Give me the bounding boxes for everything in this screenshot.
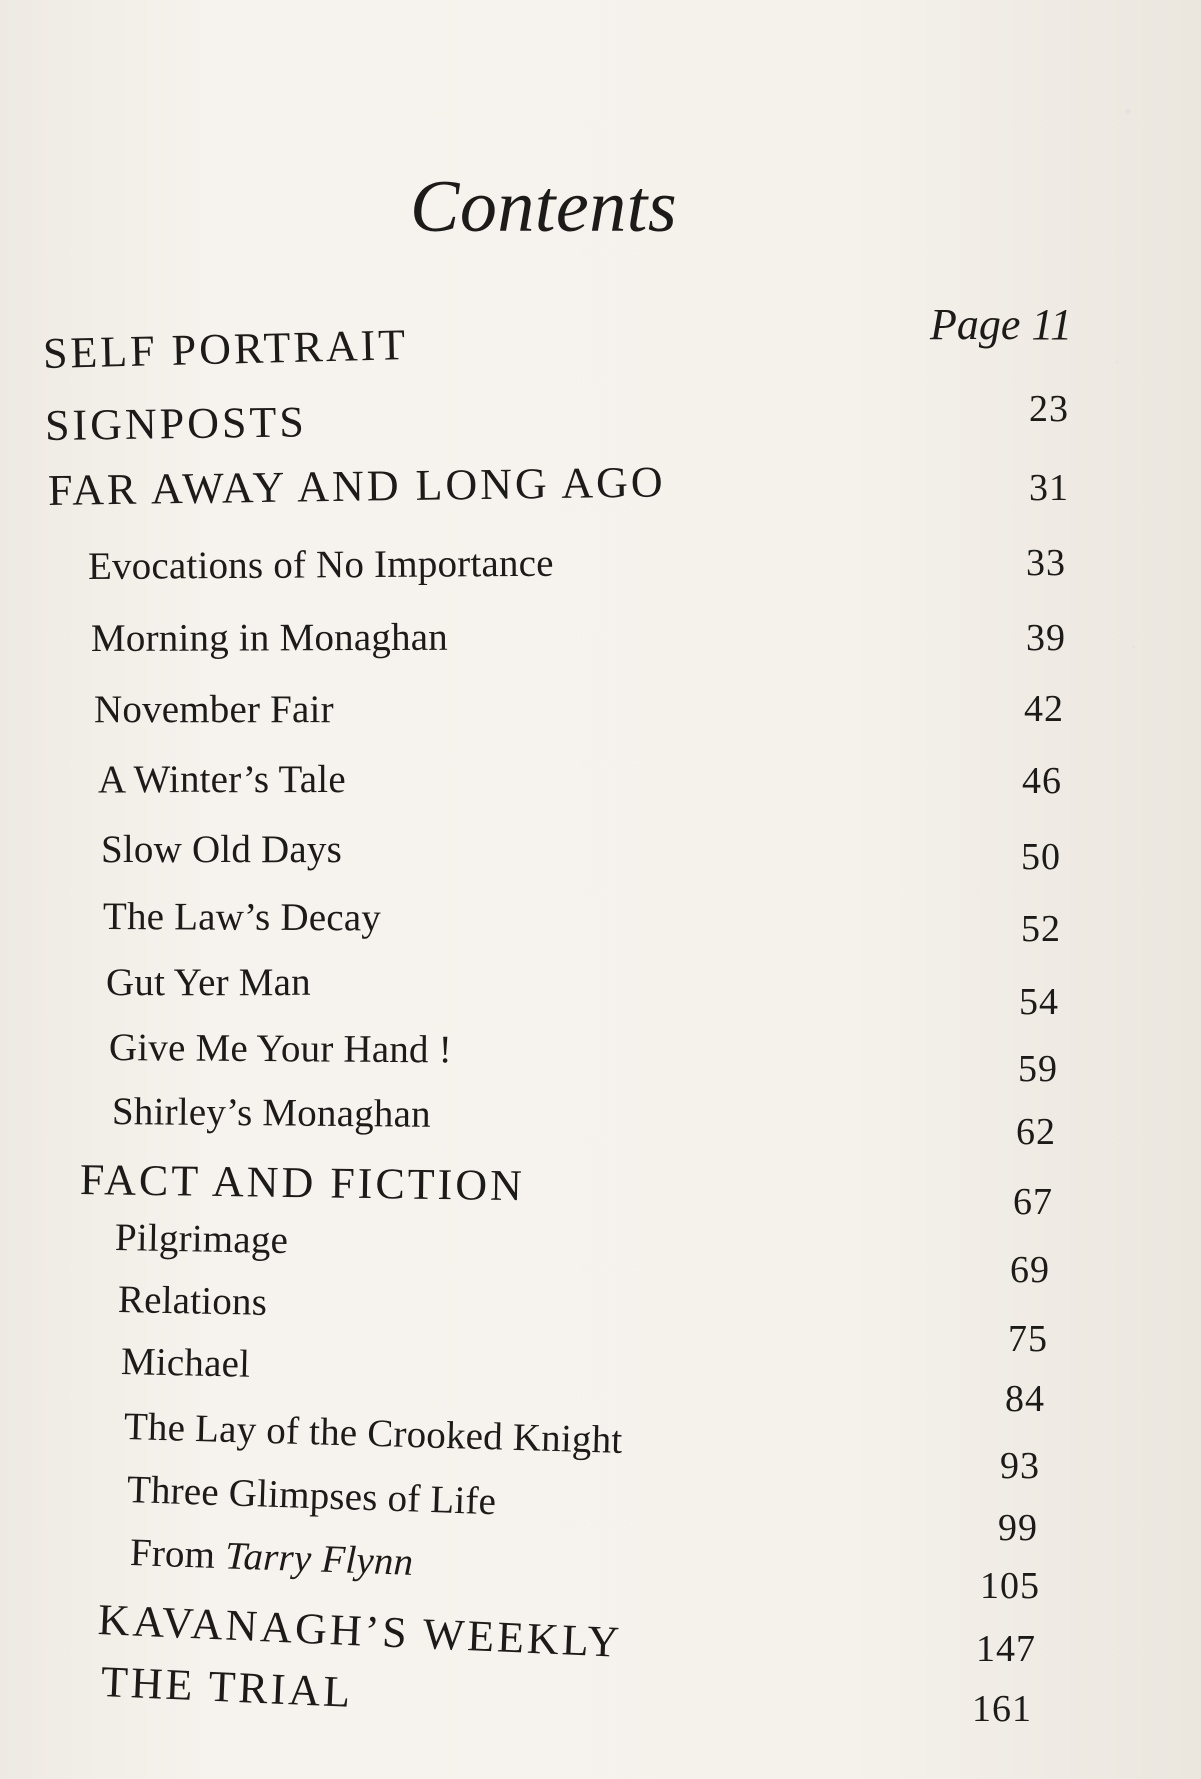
entry-the-laws-decay: The Law’s Decay [102,895,382,940]
page-number-give-me-your-hand: 59 [1018,1048,1058,1090]
page-number-the-lay-of-the-crooked-knight: 93 [1000,1445,1040,1487]
entry-relations: Relations [117,1278,268,1324]
page-number-evocations-of-no-importance: 33 [1026,542,1066,584]
entry-from-prefix: From [129,1531,217,1577]
entry-kavanaghs-weekly: KAVANAGH’S WEEKLY [96,1595,624,1667]
page-number-morning-in-monaghan: 39 [1026,617,1066,659]
page-number-from-tarry-flynn: 105 [980,1565,1040,1607]
entry-shirleys-monaghan: Shirley’s Monaghan [111,1090,432,1136]
page-number-gut-yer-man: 54 [1019,981,1059,1023]
page-number-pilgrimage: 69 [1010,1249,1050,1291]
entry-fact-and-fiction: FACT AND FICTION [79,1155,526,1211]
page-label-number: 11 [1031,300,1073,349]
entry-november-fair: November Fair [94,688,334,731]
page-number-slow-old-days: 50 [1021,836,1061,878]
show-through-marks [1073,20,1183,1160]
page-number-the-trial: 161 [972,1688,1032,1730]
entry-give-me-your-hand: Give Me Your Hand ! [108,1026,453,1072]
page-label-text: Page [930,300,1021,349]
entry-self-portrait: SELF PORTRAIT [42,320,409,378]
entry-from-tarry-flynn [129,1533,414,1582]
page-number-kavanaghs-weekly: 147 [976,1628,1036,1670]
page-number-shirleys-monaghan: 62 [1016,1111,1056,1153]
page-number-fact-and-fiction: 67 [1013,1181,1053,1223]
entry-the-lay-of-the-crooked-knight: The Lay of the Crooked Knight [123,1405,624,1462]
page-title: Contents [410,166,678,248]
entry-the-trial: THE TRIAL [99,1657,355,1717]
page-number-far-away-and-long-ago: 31 [1029,467,1069,509]
entry-a-winters-tale: A Winter’s Tale [98,758,346,801]
entry-evocations-of-no-importance: Evocations of No Importance [87,541,554,588]
entry-gut-yer-man: Gut Yer Man [106,961,311,1004]
entry-slow-old-days: Slow Old Days [101,828,342,871]
entry-michael: Michael [120,1340,251,1386]
page-number-three-glimpses-of-life: 99 [998,1507,1038,1549]
entry-pilgrimage: Pilgrimage [114,1216,289,1263]
page-number-a-winters-tale: 46 [1022,760,1062,802]
entry-tarry-flynn-title: Tarry Flynn [224,1534,415,1584]
page-number-signposts: 23 [1029,388,1069,430]
page-number-michael: 84 [1005,1378,1045,1420]
page-number-november-fair: 42 [1024,688,1064,730]
entry-signposts: SIGNPOSTS [44,397,308,450]
page-number-the-laws-decay: 52 [1021,908,1061,950]
page-number-relations: 75 [1008,1318,1048,1360]
entry-three-glimpses-of-life: Three Glimpses of Life [126,1468,497,1524]
page-column-label [930,300,1073,349]
entry-far-away-and-long-ago: FAR AWAY AND LONG AGO [47,457,666,515]
entry-morning-in-monaghan: Morning in Monaghan [90,615,449,660]
